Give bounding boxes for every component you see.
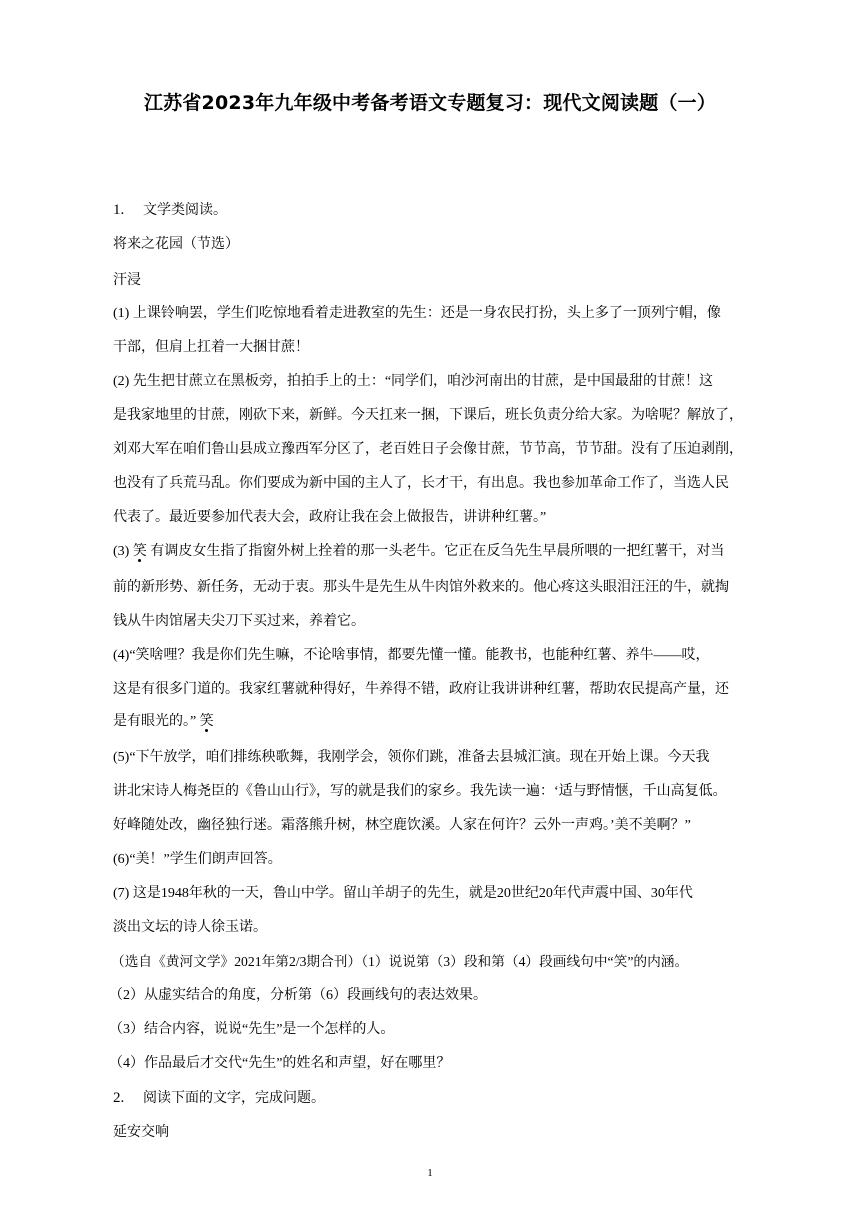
paragraph-1-line-1: (1) 上课铃响罢，学生们吃惊地看着走进教室的先生：还是一身农民打扮，头上多了一顶列宁帽，像 bbox=[113, 306, 721, 321]
paragraph-7-line-1: (7) 这是1948年秋的一天，鲁山中学。留山羊胡子的先生，就是20世纪20年代声震中国、30年代 bbox=[113, 886, 693, 901]
paragraph-2-line-1: (2) 先生把甘蔗立在黑板旁，拍拍手上的土：“同学们，咱沙河南出的甘蔗，是中国最甜的甘蔗！这 bbox=[113, 374, 714, 389]
subquestion-2: （2）从虚实结合的角度，分析第（6）段画线句的表达效果。 bbox=[109, 988, 487, 1003]
article-1-title: 将来之花园（节选） bbox=[113, 236, 239, 252]
paragraph-5-line-1: (5)“下午放学，咱们排练秧歌舞，我刚学会，领你们跳，准备去县城汇演。现在开始上课。今天我 bbox=[113, 750, 710, 765]
paragraph-2-line-4: 也没有了兵荒马乱。你们要成为新中国的主人了，长才干，有出息。我也参加革命工作了，当选人民 bbox=[113, 476, 729, 491]
source-and-subquestion-1: （选自《黄河文学》2021年第2/3期合刊）（1）说说第（3）段和第（4）段画线句中“笑”的内涵。 bbox=[111, 954, 689, 969]
paragraph-4-line-3 bbox=[113, 712, 214, 732]
paragraph-3-line-2: 前的新形势、新任务，无动于衷。那头牛是先生从牛肉馆外救来的。他心疼这头眼泪汪汪的牛，就掏 bbox=[113, 580, 729, 595]
paragraph-7-line-2: 淡出文坛的诗人徐玉诺。 bbox=[113, 920, 267, 935]
question-2-number: 2. bbox=[113, 1090, 125, 1106]
paragraph-4-text: 是有眼光的。” bbox=[113, 714, 200, 729]
question-1-label: 文学类阅读。 bbox=[143, 202, 227, 218]
paragraph-3-line-3: 钱从牛肉馆屠夫尖刀下买过来，养着它。 bbox=[113, 614, 365, 629]
paragraph-3-text: 有调皮女生指了指窗外树上拴着的那一头老牛。它正在反刍先生早晨所喂的一把红薯干，对当 bbox=[146, 544, 725, 559]
paragraph-4-line-1: (4)“笑啥哩？我是你们先生嘛，不论啥事情，都要先懂一懂。能教书，也能种红薯、养牛——哎， bbox=[113, 648, 710, 663]
dotted-emphasis-laugh-2: 笑 bbox=[199, 714, 214, 729]
paragraph-3-line-1 bbox=[113, 542, 724, 562]
paragraph-2-line-3: 刘邓大军在咱们鲁山县成立豫西军分区了，老百姓日子会像甘蔗，节节高，节节甜。没有了压迫剥削， bbox=[113, 442, 743, 457]
document-title: 江苏省2023年九年级中考备考语文专题复习：现代文阅读题（一） bbox=[143, 92, 717, 114]
paragraph-1-line-2: 干部，但肩上扛着一大捆甘蔗！ bbox=[113, 340, 309, 355]
article-1-author: 汗浸 bbox=[113, 272, 141, 288]
question-1-header bbox=[113, 200, 227, 220]
article-2-title: 延安交响 bbox=[113, 1124, 169, 1140]
subquestion-4: （4）作品最后才交代“先生”的姓名和声望，好在哪里？ bbox=[109, 1056, 451, 1071]
question-2-header bbox=[113, 1088, 325, 1108]
paragraph-2-line-5: 代表了。最近要参加代表大会，政府让我在会上做报告，讲讲种红薯。” bbox=[113, 510, 547, 525]
paragraph-5-line-3: 好峰随处改，幽径独行迷。霜落熊升树，林空鹿饮溪。人家在何许？云外一声鸡。’美不美啊？” bbox=[113, 818, 691, 833]
paragraph-5-line-2: 讲北宋诗人梅尧臣的《鲁山山行》，写的就是我们的家乡。我先读一遍：‘适与野情惬，千山高复低。 bbox=[113, 784, 727, 799]
page-number: 1 bbox=[427, 1167, 433, 1179]
paragraph-2-line-2: 是我家地里的甘蔗，刚砍下来，新鲜。今天扛来一捆，下课后，班长负责分给大家。为啥呢？解放了， bbox=[113, 408, 743, 423]
paragraph-6: (6)“美！”学生们朗声回答。 bbox=[113, 852, 282, 867]
dotted-emphasis-laugh: 笑 bbox=[132, 544, 147, 559]
question-1-number: 1. bbox=[113, 202, 125, 218]
paragraph-3-number: (3) bbox=[113, 544, 133, 559]
subquestion-3: （3）结合内容，说说“先生”是一个怎样的人。 bbox=[109, 1022, 395, 1037]
question-2-label: 阅读下面的文字，完成问题。 bbox=[143, 1090, 325, 1106]
paragraph-4-line-2: 这是有很多门道的。我家红薯就种得好，牛养得不错，政府让我讲讲种红薯，帮助农民提高产量，还 bbox=[113, 682, 729, 697]
